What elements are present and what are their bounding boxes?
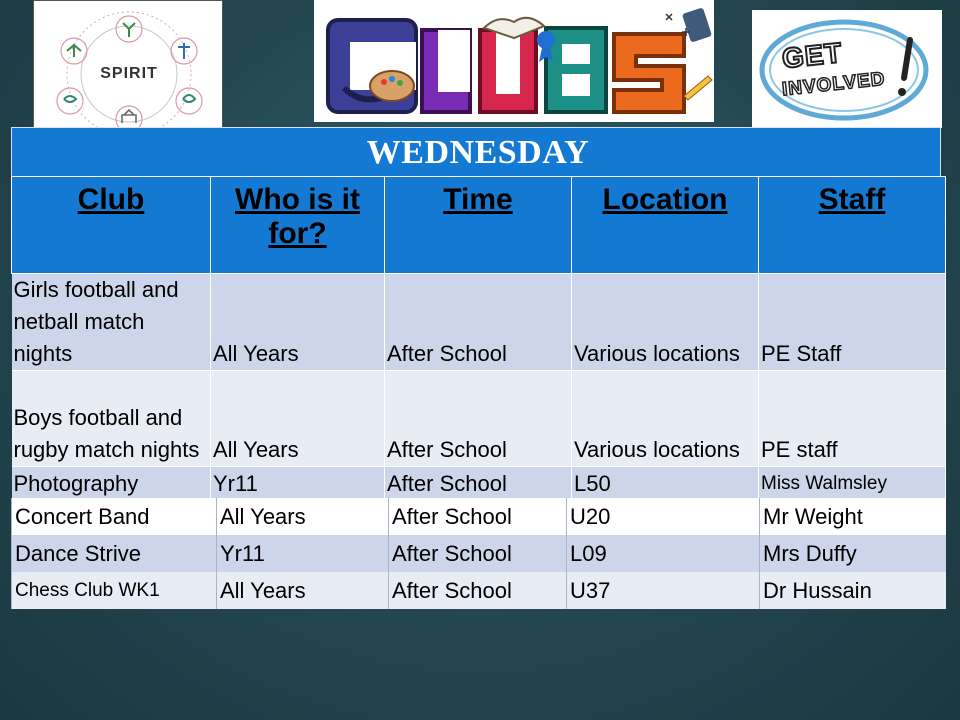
cell-time: After School <box>389 572 567 609</box>
cell-club: Boys football and rugby match nights <box>12 371 211 467</box>
cell-staff: PE staff <box>759 371 946 467</box>
spirit-logo-text: SPIRIT <box>100 65 158 82</box>
cell-club: Dance Strive <box>12 535 217 572</box>
day-heading <box>11 127 941 177</box>
get-involved-top-text: GET <box>780 36 844 75</box>
cell-time: After School <box>385 467 572 501</box>
cell-club: Photography <box>12 467 211 501</box>
cell-time: After School <box>385 371 572 467</box>
cell-location: L09 <box>567 535 760 572</box>
column-header-club: Club <box>12 177 211 274</box>
cell-who: All Years <box>217 498 389 535</box>
table-row <box>12 498 946 535</box>
table-row <box>12 572 946 609</box>
cell-who: All Years <box>211 274 385 371</box>
cell-location: U20 <box>567 498 760 535</box>
clubs-logo <box>314 0 714 122</box>
cell-staff: Dr Hussain <box>760 572 946 609</box>
cell-location: Various locations <box>572 274 759 371</box>
day-heading-text: WEDNESDAY <box>366 134 590 171</box>
clubs-table-lower <box>11 498 946 609</box>
cell-staff: Mrs Duffy <box>760 535 946 572</box>
cell-location: U37 <box>567 572 760 609</box>
clubs-art-icon <box>314 0 714 122</box>
cell-time: After School <box>385 274 572 371</box>
cell-club: Chess Club WK1 <box>12 572 217 609</box>
cell-staff: Mr Weight <box>760 498 946 535</box>
column-header-location: Location <box>572 177 759 274</box>
get-involved-logo <box>752 10 942 128</box>
cell-time: After School <box>389 535 567 572</box>
table-row <box>12 371 946 467</box>
cell-time: After School <box>389 498 567 535</box>
cell-club: Girls football and netball match nights <box>12 274 211 371</box>
cell-who: Yr11 <box>211 467 385 501</box>
table-row <box>12 535 946 572</box>
table-header-row <box>12 177 946 274</box>
column-header-time: Time <box>385 177 572 274</box>
table-row <box>12 467 946 501</box>
cell-who: All Years <box>217 572 389 609</box>
table-row <box>12 274 946 371</box>
cell-location: Various locations <box>572 371 759 467</box>
cell-staff: Miss Walmsley <box>759 467 946 501</box>
get-involved-bottom-text: INVOLVED <box>781 68 887 101</box>
column-header-staff: Staff <box>759 177 946 274</box>
cell-who: All Years <box>211 371 385 467</box>
cell-location: L50 <box>572 467 759 501</box>
cell-who: Yr11 <box>217 535 389 572</box>
column-header-who: Who is it for? <box>211 177 385 274</box>
clubs-table <box>11 176 946 501</box>
cell-staff: PE Staff <box>759 274 946 371</box>
cell-club: Concert Band <box>12 498 217 535</box>
get-involved-badge-icon <box>752 10 942 128</box>
